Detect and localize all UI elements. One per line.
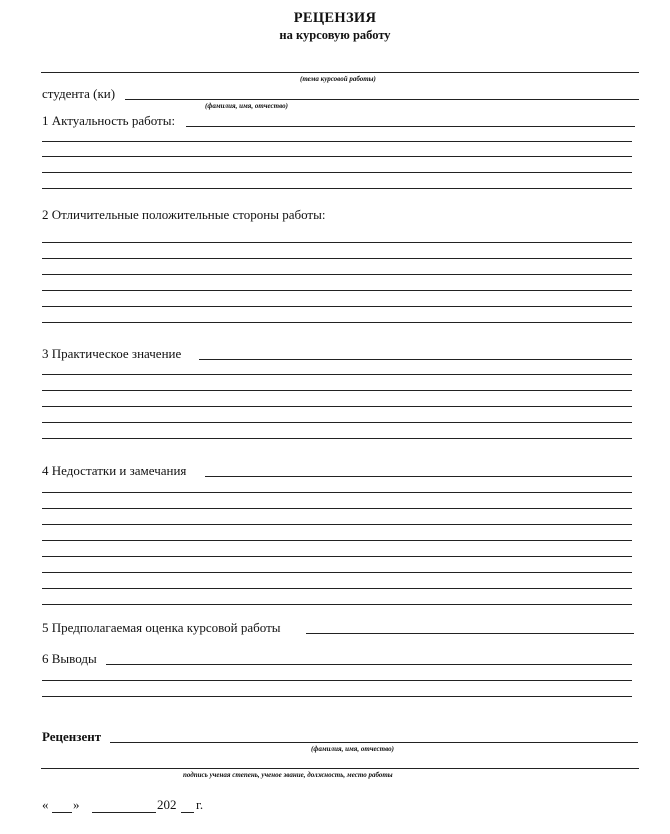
section-relevance-label: 1 Актуальность работы: (42, 113, 176, 128)
strengths-line[interactable] (42, 306, 632, 307)
date-year-suffix: г. (196, 797, 204, 812)
date-year-prefix: 202 (157, 797, 177, 812)
reviewer-name-line[interactable] (110, 742, 638, 743)
practical-line[interactable] (42, 374, 632, 375)
document-title: РЕЦЕНЗИЯ (293, 10, 377, 26)
student-line[interactable] (125, 99, 639, 100)
relevance-line[interactable] (42, 172, 632, 173)
date-year-line[interactable] (181, 812, 194, 813)
section-shortcomings-label: 4 Недостатки и замечания (42, 463, 187, 478)
section-practical-label: 3 Практическое значение (42, 346, 182, 361)
student-label: студента (ки) (42, 86, 116, 101)
section-strengths-label: 2 Отличительные положительные стороны работы: (42, 207, 326, 222)
relevance-line[interactable] (42, 141, 632, 142)
shortcomings-line[interactable] (42, 588, 632, 589)
date-close-quote: » (73, 797, 80, 812)
practical-line[interactable] (42, 390, 632, 391)
shortcomings-line[interactable] (42, 492, 632, 493)
strengths-line[interactable] (42, 274, 632, 275)
shortcomings-line[interactable] (205, 476, 632, 477)
practical-line[interactable] (42, 406, 632, 407)
topic-line[interactable] (41, 72, 639, 73)
reviewer-details-line[interactable] (41, 768, 639, 769)
topic-caption: (тема курсовой работы) (300, 75, 376, 83)
conclusions-line[interactable] (106, 664, 632, 665)
strengths-line[interactable] (42, 322, 632, 323)
document-subtitle: на курсовую работу (279, 28, 391, 42)
reviewer-label: Рецензент (42, 729, 102, 744)
shortcomings-line[interactable] (42, 540, 632, 541)
section-grade-label: 5 Предполагаемая оценка курсовой работы (42, 620, 281, 635)
section-conclusions-label: 6 Выводы (42, 651, 97, 666)
practical-line[interactable] (199, 359, 632, 360)
shortcomings-line[interactable] (42, 604, 632, 605)
strengths-line[interactable] (42, 242, 632, 243)
date-day-line[interactable] (52, 812, 72, 813)
shortcomings-line[interactable] (42, 508, 632, 509)
conclusions-line[interactable] (42, 696, 632, 697)
student-caption: (фамилия, имя, отчество) (205, 102, 288, 110)
practical-line[interactable] (42, 422, 632, 423)
conclusions-line[interactable] (42, 680, 632, 681)
reviewer-name-caption: (фамилия, имя, отчество) (311, 745, 394, 753)
practical-line[interactable] (42, 438, 632, 439)
shortcomings-line[interactable] (42, 524, 632, 525)
date-month-line[interactable] (92, 812, 156, 813)
grade-line[interactable] (306, 633, 634, 634)
relevance-line[interactable] (42, 188, 632, 189)
strengths-line[interactable] (42, 290, 632, 291)
reviewer-details-caption: подпись ученая степень, ученое звание, должность, место работы (183, 771, 393, 779)
date-open-quote: « (42, 797, 49, 812)
relevance-line[interactable] (186, 126, 635, 127)
shortcomings-line[interactable] (42, 572, 632, 573)
strengths-line[interactable] (42, 258, 632, 259)
shortcomings-line[interactable] (42, 556, 632, 557)
relevance-line[interactable] (42, 156, 632, 157)
